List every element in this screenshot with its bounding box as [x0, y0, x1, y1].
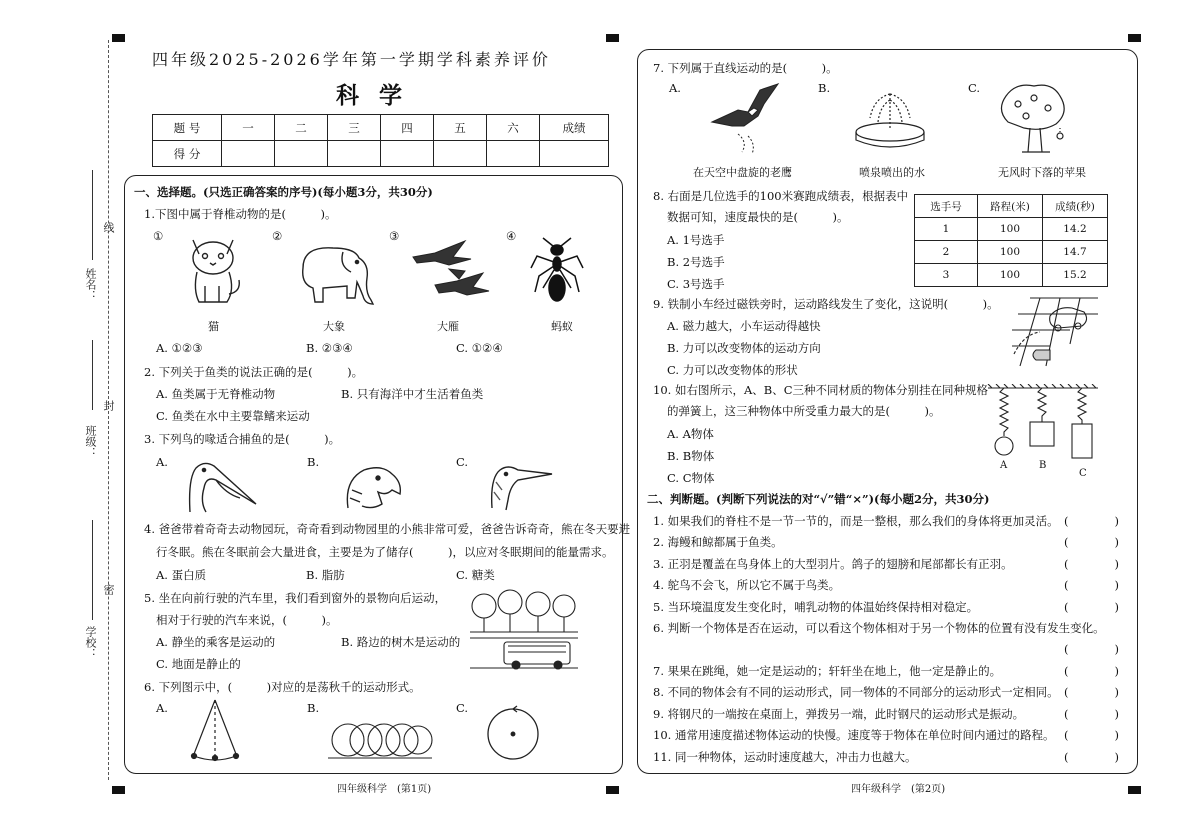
q5-line2: 相对于行驶的汽车来说，( )。: [156, 613, 338, 627]
score-cell[interactable]: [434, 141, 487, 167]
q4-option-b[interactable]: B. 脂肪: [306, 568, 345, 582]
judge-item-9: 9. 将钢尺的一端按在桌面上，弹拨另一端，此时钢尺的运动形式是振动。: [653, 707, 1025, 721]
q3-label-b[interactable]: B.: [307, 455, 320, 469]
race-table-cell: 3: [915, 264, 978, 287]
score-row-label: 得 分: [153, 141, 222, 167]
judge-answer-4[interactable]: ( ): [1064, 578, 1119, 592]
class-blank-line: [92, 340, 93, 410]
judge-item-11: 11. 同一种物体，运动时速度越大，冲击力也越大。: [653, 750, 917, 764]
score-cell[interactable]: [381, 141, 434, 167]
q1-num-1: ①: [153, 229, 164, 243]
q7-label-c[interactable]: C.: [968, 81, 981, 95]
race-table-cell: 14.2: [1043, 218, 1108, 241]
q1-caption-elephant: 大象: [323, 320, 345, 333]
figure-label-c: C: [1079, 468, 1087, 479]
fountain-image: [850, 88, 930, 152]
q10-option-a[interactable]: A. A物体: [667, 427, 714, 441]
score-header-cell: 一: [222, 115, 275, 141]
school-label: 学校：: [84, 626, 97, 659]
q1-num-2: ②: [272, 229, 283, 243]
race-table-cell: 15.2: [1043, 264, 1108, 287]
q5-option-b[interactable]: B. 路边的树木是运动的: [341, 635, 461, 649]
score-table: [152, 114, 609, 167]
q7-caption-a: 在天空中盘旋的老鹰: [693, 166, 792, 179]
q10-option-c[interactable]: C. C物体: [667, 471, 715, 485]
circular-motion-figure: [483, 704, 543, 764]
score-cell[interactable]: [275, 141, 328, 167]
race-table-header: 选手号: [915, 195, 978, 218]
name-blank-line: [92, 170, 93, 260]
q8-option-c[interactable]: C. 3号选手: [667, 277, 725, 291]
q7-label-a[interactable]: A.: [669, 81, 681, 95]
q3-label-a[interactable]: A.: [156, 455, 168, 469]
rolling-circles-figure: [326, 718, 434, 764]
score-cell[interactable]: [487, 141, 540, 167]
q3-stem: 3. 下列鸟的喙适合捕鱼的是( )。: [144, 432, 341, 446]
registration-mark: [606, 786, 619, 794]
judge-answer-9[interactable]: ( ): [1064, 707, 1119, 721]
race-table-cell: 100: [978, 241, 1043, 264]
q8-option-b[interactable]: B. 2号选手: [667, 255, 725, 269]
page2-footer: 四年级科学 (第2页): [851, 784, 946, 795]
springs-weights-figure: [986, 384, 1104, 460]
magnet-car-track-image: [1010, 294, 1100, 370]
judge-item-6: 6. 判断一个物体是否在运动，可以看这个物体相对于另一个物体的位置有没有发生变化。: [653, 621, 1105, 635]
judge-answer-3[interactable]: ( ): [1064, 557, 1119, 571]
registration-mark: [112, 34, 125, 42]
q1-num-3: ③: [389, 229, 400, 243]
q1-caption-ant: 蚂蚁: [551, 320, 573, 333]
q10-line1: 10. 如右图所示，A、B、C三种不同材质的物体分别挂在同种规格: [653, 383, 988, 397]
judge-answer-8[interactable]: ( ): [1064, 685, 1119, 699]
elephant-image: [293, 238, 381, 310]
judge-item-2: 2. 海鳗和鲸都属于鱼类。: [653, 535, 783, 549]
judge-item-5: 5. 当环境温度发生变化时，哺乳动物的体温始终保持相对稳定。: [653, 600, 979, 614]
q4-option-a[interactable]: A. 蛋白质: [156, 568, 207, 582]
q6-stem: 6. 下列图示中，( )对应的是荡秋千的运动形式。: [144, 680, 421, 694]
q7-label-b[interactable]: B.: [818, 81, 831, 95]
judge-answer-6[interactable]: ( ): [1064, 642, 1119, 656]
judge-item-1: 1. 如果我们的脊柱不是一节一节的，而是一整根，那么我们的身体将更加灵活。: [653, 514, 1059, 528]
race-table-cell: 14.7: [1043, 241, 1108, 264]
exam-title: 四年级2025-2026学年第一学期学科素养评价: [152, 50, 551, 69]
q6-label-a[interactable]: A.: [156, 701, 168, 715]
binding-char-line: 线: [102, 222, 115, 233]
score-cell[interactable]: [222, 141, 275, 167]
judge-answer-7[interactable]: ( ): [1064, 664, 1119, 678]
judge-item-4: 4. 鸵鸟不会飞，所以它不属于鸟类。: [653, 578, 841, 592]
q4-line1: 4. 爸爸带着奇奇去动物园玩，奇奇看到动物园里的小熊非常可爱，爸爸告诉奇奇，熊在冬天要进: [144, 522, 631, 536]
race-table-cell: 1: [915, 218, 978, 241]
q1-option-a[interactable]: A. ①②③: [156, 341, 203, 355]
score-header-cell: 六: [487, 115, 540, 141]
subject-title: 科 学: [336, 82, 409, 109]
heron-beak-image: [488, 460, 554, 512]
q7-stem: 7. 下列属于直线运动的是( )。: [653, 61, 838, 75]
race-table-header: 成绩(秒): [1043, 195, 1108, 218]
race-table-header: 路程(米): [978, 195, 1043, 218]
ant-image: [527, 236, 587, 308]
registration-mark: [1128, 786, 1141, 794]
eagle-image: [708, 82, 784, 158]
q10-line2: 的弹簧上，这三种物体中所受重力最大的是( )。: [667, 404, 941, 418]
q1-caption-geese: 大雁: [437, 320, 459, 333]
q1-option-c[interactable]: C. ①②④: [456, 341, 503, 355]
registration-mark: [112, 786, 125, 794]
section1-title: 一、选择题。(只选正确答案的序号)(每小题3分，共30分): [134, 185, 433, 199]
score-header-cell: 五: [434, 115, 487, 141]
q3-label-c[interactable]: C.: [456, 455, 469, 469]
q7-caption-c: 无风时下落的苹果: [998, 166, 1086, 179]
pendulum-swing-figure: [188, 698, 242, 764]
q4-option-c[interactable]: C. 糖类: [456, 568, 495, 582]
page1-footer: 四年级科学 (第1页): [337, 784, 432, 795]
binding-char-secret: 密: [102, 584, 115, 595]
bus-roadside-image: [468, 588, 580, 670]
binding-char-seal: 封: [102, 400, 115, 411]
pelican-beak-image: [186, 458, 260, 514]
judge-answer-1[interactable]: ( ): [1064, 514, 1119, 528]
judge-item-8: 8. 不同的物体会有不同的运动形式，同一物体的不同部分的运动形式一定相同。: [653, 685, 1059, 699]
score-header-cell: 三: [328, 115, 381, 141]
eagle-beak-image: [342, 460, 408, 512]
score-header-cell: 二: [275, 115, 328, 141]
judge-answer-10[interactable]: ( ): [1064, 728, 1119, 742]
q9-option-b[interactable]: B. 力可以改变物体的运动方向: [667, 341, 821, 355]
q10-option-b[interactable]: B. B物体: [667, 449, 715, 463]
q9-option-a[interactable]: A. 磁力越大，小车运动得越快: [667, 319, 821, 333]
score-cell[interactable]: [328, 141, 381, 167]
judge-item-10: 10. 通常用速度描述物体运动的快慢。速度等于物体在单位时间内通过的路程。: [653, 728, 1055, 742]
race-results-table: [914, 194, 1108, 287]
score-header-cell: 成绩: [540, 115, 609, 141]
q2-stem: 2. 下列关于鱼类的说法正确的是( )。: [144, 365, 364, 379]
judge-item-3: 3. 正羽是覆盖在鸟身体上的大型羽片。鸽子的翅膀和尾部都长有正羽。: [653, 557, 1013, 571]
q1-caption-cat: 猫: [208, 320, 219, 333]
q8-option-a[interactable]: A. 1号选手: [667, 233, 725, 247]
q2-option-a[interactable]: A. 鱼类属于无脊椎动物: [156, 387, 276, 401]
q7-caption-b: 喷泉喷出的水: [859, 166, 925, 179]
geese-image: [405, 235, 495, 309]
q9-stem: 9. 铁制小车经过磁铁旁时，运动路线发生了变化，这说明( )。: [653, 297, 999, 311]
score-header-cell: 题 号: [153, 115, 222, 141]
q6-label-b[interactable]: B.: [307, 701, 320, 715]
cat-image: [183, 232, 245, 306]
race-table-cell: 100: [978, 264, 1043, 287]
section2-title: 二、判断题。(判断下列说法的对“√”错“×”)(每小题2分，共30分): [647, 492, 990, 506]
apple-tree-image: [994, 82, 1074, 158]
q2-option-c[interactable]: C. 鱼类在水中主要靠鳍来运动: [156, 409, 310, 423]
class-label: 班级：: [84, 425, 97, 458]
school-blank-line: [92, 520, 93, 620]
registration-mark: [606, 34, 619, 42]
registration-mark: [1128, 34, 1141, 42]
q1-option-b[interactable]: B. ②③④: [306, 341, 353, 355]
name-label: 姓名：: [84, 268, 97, 301]
q2-option-b[interactable]: B. 只有海洋中才生活着鱼类: [341, 387, 484, 401]
q5-line1: 5. 坐在向前行驶的汽车里，我们看到窗外的景物向后运动，: [144, 591, 447, 605]
race-table-cell: 100: [978, 218, 1043, 241]
q1-stem: 1.下图中属于脊椎动物的是( )。: [144, 207, 337, 221]
figure-label-a: A: [1000, 460, 1008, 471]
judge-answer-5[interactable]: ( ): [1064, 600, 1119, 614]
score-cell[interactable]: [540, 141, 609, 167]
judge-item-7: 7. 果果在跳绳，她一定是运动的；轩轩坐在地上，他一定是静止的。: [653, 664, 1002, 678]
score-header-cell: 四: [381, 115, 434, 141]
q6-label-c[interactable]: C.: [456, 701, 469, 715]
judge-answer-11[interactable]: ( ): [1064, 750, 1119, 764]
q8-line2: 数据可知，速度最快的是( )。: [667, 210, 849, 224]
q5-option-a[interactable]: A. 静坐的乘客是运动的: [156, 635, 276, 649]
q5-option-c[interactable]: C. 地面是静止的: [156, 657, 241, 671]
judge-answer-2[interactable]: ( ): [1064, 535, 1119, 549]
figure-label-b: B: [1039, 460, 1047, 471]
q8-line1: 8. 右面是几位选手的100米赛跑成绩表，根据表中: [653, 189, 909, 203]
q4-line2: 行冬眠。熊在冬眠前会大量进食，主要是为了储存( )，以应对冬眠期间的能量需求。: [156, 545, 614, 559]
q9-option-c[interactable]: C. 力可以改变物体的形状: [667, 363, 798, 377]
race-table-cell: 2: [915, 241, 978, 264]
q1-num-4: ④: [506, 229, 517, 243]
